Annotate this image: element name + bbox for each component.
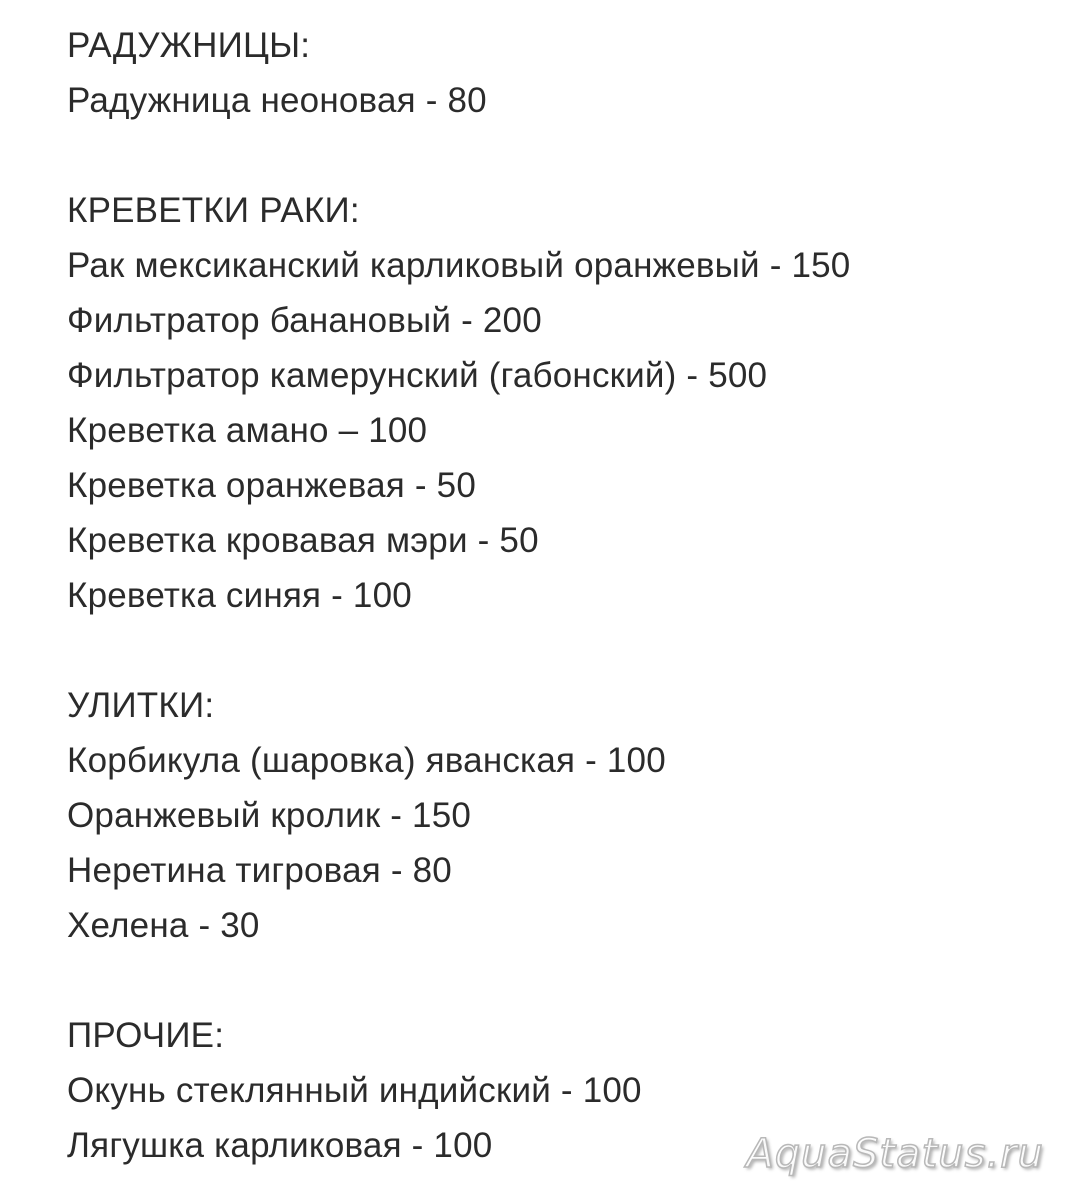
list-item: Фильтратор банановый - 200 (67, 301, 542, 340)
spacer (67, 623, 1060, 678)
list-item: Окунь стеклянный индийский - 100 (67, 1071, 642, 1110)
list-item: Хелена - 30 (67, 906, 260, 945)
list-item: Радужница неоновая - 80 (67, 81, 487, 120)
list-item: Неретина тигровая - 80 (67, 851, 452, 890)
spacer (67, 128, 1060, 183)
watermark-logo: AquaStatus.ru (746, 1131, 1044, 1177)
list-item: Креветка амано – 100 (67, 411, 428, 450)
list-item: Корбикула (шаровка) яванская - 100 (67, 741, 666, 780)
list-item: Креветка оранжевая - 50 (67, 466, 476, 505)
list-item: Лягушка карликовая - 100 (67, 1126, 493, 1165)
list-item: Креветка кровавая мэри - 50 (67, 521, 539, 560)
section-heading: РАДУЖНИЦЫ: (67, 26, 311, 65)
section-raduzhnitsy (67, 18, 1060, 128)
price-list (67, 18, 1060, 1173)
section-heading: УЛИТКИ: (67, 686, 215, 725)
section-ulitki (67, 678, 1060, 953)
list-item: Фильтратор камерунский (габонский) - 500 (67, 356, 768, 395)
section-krevetki-raki (67, 183, 1060, 623)
section-heading: КРЕВЕТКИ РАКИ: (67, 191, 360, 230)
list-item: Рак мексиканский карликовый оранжевый - 150 (67, 246, 851, 285)
spacer (67, 953, 1060, 1008)
section-heading: ПРОЧИЕ: (67, 1016, 225, 1055)
list-item: Креветка синяя - 100 (67, 576, 412, 615)
list-item: Оранжевый кролик - 150 (67, 796, 472, 835)
